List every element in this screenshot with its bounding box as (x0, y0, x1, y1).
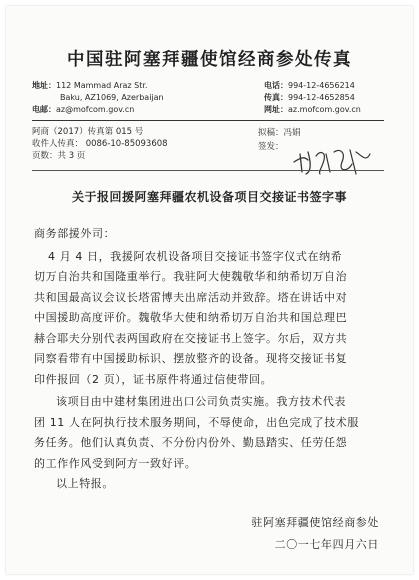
paragraph-1 (34, 247, 380, 391)
paragraph-2 (34, 392, 380, 474)
p2-line: 的工作作风受到阿方一致好评。 (34, 456, 197, 470)
meta-left (32, 126, 168, 162)
fax-value: 994-12-4652854 (288, 93, 355, 102)
email-value: az@mofcom.gov.cn (56, 105, 135, 114)
p1-line: 4 月 4 日，我援阿农机设备项目交接证书签字仪式在纳希 (48, 249, 343, 263)
drafter: 拟稿：冯娟 (258, 128, 301, 138)
salutation: 商务部援外司： (34, 227, 116, 240)
phone-label: 电话： (264, 81, 288, 90)
subject-heading: 关于报回援阿塞拜疆农机设备项目交接证书签字事 (71, 190, 347, 204)
signoff-label: 签发： (258, 142, 284, 152)
web-label: 网址： (264, 105, 288, 114)
fax-label: 传真： (264, 93, 288, 102)
phone-value: 994-12-4656214 (288, 81, 355, 90)
sign-date: 二〇一七年四月六日 (274, 538, 379, 551)
page-count: 页数：共 3 页 (32, 151, 86, 161)
p1-line: 切万自治共和国隆重举行。我驻阿大使魏敬华和纳希切万自治 (34, 270, 348, 283)
closing-line: 以上特报。 (56, 477, 114, 490)
doc-number: 阿商（2017）传真第 015 号 (32, 127, 144, 137)
address-line2: Baku, AZ1069, Azerbaijan (60, 93, 164, 102)
phone-block (264, 80, 361, 116)
letter-body (34, 224, 380, 495)
email-label: 电邮： (32, 105, 56, 114)
p2-line: 团 11 人在阿执行技术服务期间，不辱使命，出色完成了技术服 (34, 415, 359, 429)
handwritten-signature (290, 142, 376, 178)
p2-line: 该项目由中建材集团进出口公司负责实施。我方技术代表 (56, 395, 346, 408)
p1-line: 印件报回（2 页），证书原件将通过信使带回。 (34, 372, 273, 386)
header-divider (32, 120, 384, 121)
fax-document (6, 6, 413, 574)
p1-line: 共和国最高议会议长塔雷博夫出席活动并致辞。塔在讲话中对 (34, 290, 348, 304)
sender-org: 驻阿塞拜疆使馆经商参处 (251, 516, 379, 529)
address-label: 地址： (32, 81, 56, 90)
meta-divider (32, 170, 384, 171)
address-line1: 112 Mammad Araz Str. (56, 81, 148, 90)
p1-line: 赫合耶夫分别代表两国政府在交接证书上签字。尔后，双方共 (34, 331, 348, 345)
address-block (32, 80, 164, 116)
p1-line: 同察看带有中国援助标识、摆放整齐的设备。现将交接证书复 (34, 352, 348, 365)
p2-line: 务任务。他们认真负责、不分份内份外、勤恳踏实、任劳任怨 (34, 436, 348, 449)
p1-line: 中国援助高度评价。魏敬华大使和纳希切万自治共和国总理巴 (34, 311, 348, 324)
recipient-fax: 收件人传真： 0086-10-85093608 (32, 139, 168, 149)
fax-title: 中国驻阿塞拜疆使馆经商参处传真 (67, 50, 352, 70)
web-value: az.mofcom.gov.cn (288, 105, 361, 114)
